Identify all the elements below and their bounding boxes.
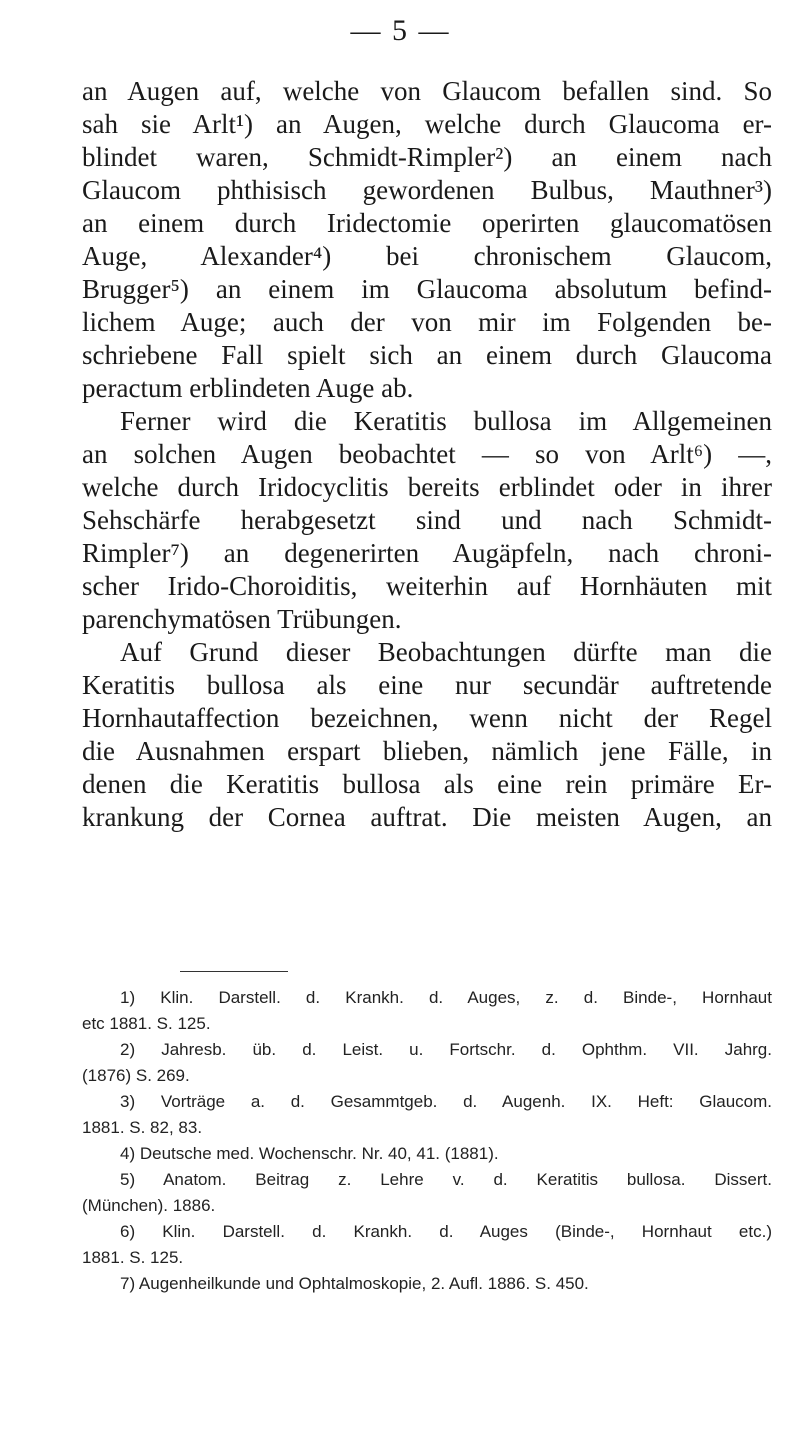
footnote-line: (1876) S. 269.	[82, 1066, 190, 1085]
footnote-separator	[180, 971, 288, 972]
footnote-5	[82, 1167, 772, 1219]
text-line: Auf Grund dieser Beobachtungen dürfte man die	[120, 637, 772, 667]
text-line: Glaucom phthisisch gewordenen Bulbus, Mauthner³)	[82, 175, 772, 205]
page-number: — 5 —	[350, 14, 451, 47]
text-line: denen die Keratitis bullosa als eine rein primäre Er-	[82, 769, 772, 799]
footnote-line: 1881. S. 125.	[82, 1248, 184, 1267]
text-line: an Augen auf, welche von Glaucom befallen sind. So	[82, 76, 772, 106]
text-line: Brugger⁵) an einem im Glaucoma absolutum befind-	[82, 274, 772, 304]
text-line: parenchymatösen Trübungen.	[82, 604, 402, 634]
footnote-line: 5) Anatom. Beitrag z. Lehre v. d. Keratitis bullosa. Dissert.	[120, 1170, 772, 1189]
text-line: krankung der Cornea auftrat. Die meisten Augen, an	[82, 802, 772, 832]
text-line: lichem Auge; auch der von mir im Folgenden be-	[82, 307, 772, 337]
footnote-6	[82, 1219, 772, 1271]
text-line: blindet waren, Schmidt-Rimpler²) an einem nach	[82, 142, 772, 172]
main-text	[82, 75, 772, 834]
text-line: Ferner wird die Keratitis bullosa im Allgemeinen	[120, 406, 772, 436]
text-line: Rimpler⁷) an degenerirten Augäpfeln, nach chroni-	[82, 538, 772, 568]
footnote-4	[82, 1141, 772, 1167]
footnote-line: 6) Klin. Darstell. d. Krankh. d. Auges (Binde-, Hornhaut etc.)	[120, 1222, 772, 1241]
text-line: an einem durch Iridectomie operirten glaucomatösen	[82, 208, 772, 238]
footnote-3	[82, 1089, 772, 1141]
footnote-line: (München). 1886.	[82, 1196, 216, 1215]
footnote-line: 4) Deutsche med. Wochenschr. Nr. 40, 41. (1881).	[120, 1144, 499, 1163]
footnote-line: etc 1881. S. 125.	[82, 1014, 211, 1033]
footnote-1	[82, 985, 772, 1037]
text-line: sah sie Arlt¹) an Augen, welche durch Glaucoma er-	[82, 109, 772, 139]
text-line: peractum erblindeten Auge ab.	[82, 373, 414, 403]
footnotes	[82, 985, 772, 1297]
footnote-7	[82, 1271, 772, 1297]
text-line: Auge, Alexander⁴) bei chronischem Glaucom,	[82, 241, 772, 271]
footnote-line: 1881. S. 82, 83.	[82, 1118, 203, 1137]
text-line: Hornhautaffection bezeichnen, wenn nicht der Regel	[82, 703, 772, 733]
text-line: welche durch Iridocyclitis bereits erblindet oder in ihrer	[82, 472, 772, 502]
footnote-line: 7) Augenheilkunde und Ophtalmoskopie, 2. Aufl. 1886. S. 450.	[120, 1274, 589, 1293]
text-line: schriebene Fall spielt sich an einem durch Glaucoma	[82, 340, 772, 370]
footnote-line: 3) Vorträge a. d. Gesammtgeb. d. Augenh. IX. Heft: Glaucom.	[120, 1092, 772, 1111]
paragraph-3	[82, 636, 772, 834]
paragraph-2	[82, 405, 772, 636]
text-line: an solchen Augen beobachtet — so von Arlt⁶) —,	[82, 439, 772, 469]
footnote-2	[82, 1037, 772, 1089]
text-line: scher Irido-Choroiditis, weiterhin auf Hornhäuten mit	[82, 571, 772, 601]
text-line: Keratitis bullosa als eine nur secundär auftretende	[82, 670, 772, 700]
text-line: Sehschärfe herabgesetzt sind und nach Schmidt-	[82, 505, 772, 535]
footnote-line: 2) Jahresb. üb. d. Leist. u. Fortschr. d. Ophthm. VII. Jahrg.	[120, 1040, 772, 1059]
footnote-line: 1) Klin. Darstell. d. Krankh. d. Auges, z. d. Binde-, Hornhaut	[120, 988, 772, 1007]
paragraph-1	[82, 75, 772, 405]
text-line: die Ausnahmen erspart blieben, nämlich jene Fälle, in	[82, 736, 772, 766]
